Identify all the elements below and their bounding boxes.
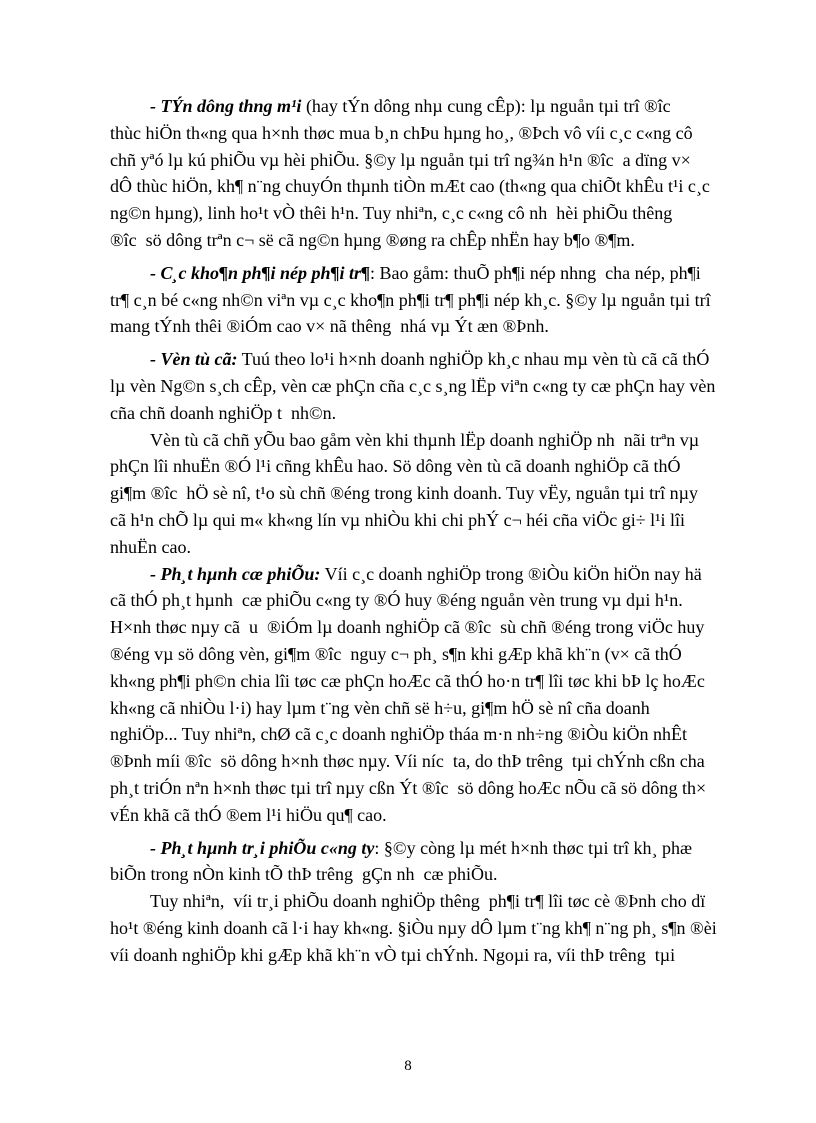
paragraph-bond-issue: - Ph¸t hµnh tr¸i phiÕu c«ng ty: §©y còng lµ mét h×nh thøc tµi trî kh¸ phæ biÕn trong nÒn kinh tÕ thÞ trêng gÇn nh cæ phiÕu. [110,837,692,885]
term-stock-issue: - Ph¸t hµnh cæ phiÕu: [150,563,321,584]
term-bond-issue: - Ph¸t hµnh tr¸i phiÕu c«ng ty [150,837,375,858]
paragraph-equity: - Vèn tù cã: Tuú theo lo¹i h×nh doanh nghiÖp kh¸c nhau mµ vèn tù cã cã thÓ lµ vèn Ng©n s¸ch cÊp, vèn cæ phÇn cña c¸c s¸ng lËp viªn c«ng ty cæ phÇn hay vèn cña chñ doanh nghiÖp t nh©n. [110,349,716,423]
term-trade-credit: - TÝn dông thng m¹i [150,96,302,116]
paragraph-bond-detail: Tuy nhiªn, víi tr¸i phiÕu doanh nghiÖp thêng ph¶i tr¶ lîi tøc cè ®Þnh cho dï ho¹t ®éng kinh doanh cã l·i hay kh«ng. §iÒu nµy dÔ lµm t¨ng kh¶ n¨ng ph¸ s¶n ®èi víi doanh nghiÖp khi gÆp khã kh¨n vÒ tµi chÝnh. Ngoµi ra, víi thÞ trêng tµi [110,891,717,965]
paragraph-payables: - C¸c kho¶n ph¶i nép ph¶i tr¶: Bao gåm: thuÕ ph¶i nép nhng cha nép, ph¶i tr¶ c¸n bé c«ng nh©n viªn vµ c¸c kho¶n ph¶i tr¶ ph¶i nép kh¸c. §©y lµ nguån tµi trî mang tÝnh thêi ®iÓm cao v× nã thêng nhá vµ Ýt æn ®Þnh. [110,262,711,337]
paragraph-stock-issue: - Ph¸t hµnh cæ phiÕu: Víi c¸c doanh nghiÖp trong ®iÒu kiÖn hiÖn nay hä cã thÓ ph¸t hµnh cæ phiÕu c«ng ty ®Ó huy ®éng nguån vèn trung vµ dµi h¹n. H×nh thøc nµy cã u ®iÓm lµ doanh nghiÖp cã ®îc sù chñ ®éng trong viÖc huy ®éng vµ sö dông vèn, gi¶m ®îc nguy c¬ ph¸ s¶n khi gÆp khã kh¨n (v× cã thÓ kh«ng ph¶i ph©n chia lîi tøc cæ phÇn hoÆc cã thÓ ho·n tr¶ lîi tøc khi bÞ lç hoÆc kh«ng cã nhiÒu l·i) hay lµm t¨ng vèn chñ së h÷u, gi¶m hÖ sè nî cña doanh nghiÖp... Tuy nhiªn, chØ cã c¸c doanh nghiÖp tháa m·n nh÷ng ®iÒu kiÖn nhÊt ®Þnh míi ®îc sö dông h×nh thøc nµy. Víi níc ta, do thÞ trêng tµi chÝnh cßn cha ph¸t triÓn nªn h×nh thøc tµi trî nµy cßn Ýt ®îc sö dông hoÆc nÕu cã sö dông th× vÉn khã cã thÓ ®em l¹i hiÖu qu¶ cao. [110,563,707,825]
document-body [110,93,782,969]
paragraph-trade-credit: - TÝn dông thng m¹i (hay tÝn dông nhµ cung cÊp): lµ nguån tµi trî ®îc thùc hiÖn th«ng qua h×nh thøc mua b¸n chÞu hµng ho¸, ®Þch vô víi c¸c c«ng cô chñ yªó lµ kú phiÕu vµ hèi phiÕu. §©y lµ nguån tµi trî ng¾n h¹n ®îc a dïng v× dÔ thùc hiÖn, kh¶ n¨ng chuyÓn thµnh tiÒn mÆt cao (th«ng qua chiÕt khÊu t¹i c¸c ng©n hµng), linh ho¹t vÒ thêi h¹n. Tuy nhiªn, c¸c c«ng cô nh hèi phiÕu thêng ®îc sö dông trªn c¬ së cã ng©n hµng ®øng ra chÊp nhËn hay b¶o ®¶m. [110,96,710,250]
term-equity: - Vèn tù cã: [150,349,238,370]
paragraph-equity-detail: Vèn tù cã chñ yÕu bao gåm vèn khi thµnh lËp doanh nghiÖp nh nãi trªn vµ phÇn lîi nhuËn ®Ó l¹i cñng khÊu hao. Sö dông vèn tù cã doanh nghiÖp cã thÓ gi¶m ®îc hÖ sè nî, t¹o sù chñ ®éng trong kinh doanh. Tuy vËy, nguån tµi trî nµy cã h¹n chÕ lµ qui m« kh«ng lín vµ nhiÒu khi chi phÝ c¬ héi cña viÖc gi÷ l¹i lîi nhuËn cao. [110,429,700,557]
term-payables: - C¸c kho¶n ph¶i nép ph¶i tr¶ [150,262,371,283]
page-number: 8 [404,1058,412,1074]
